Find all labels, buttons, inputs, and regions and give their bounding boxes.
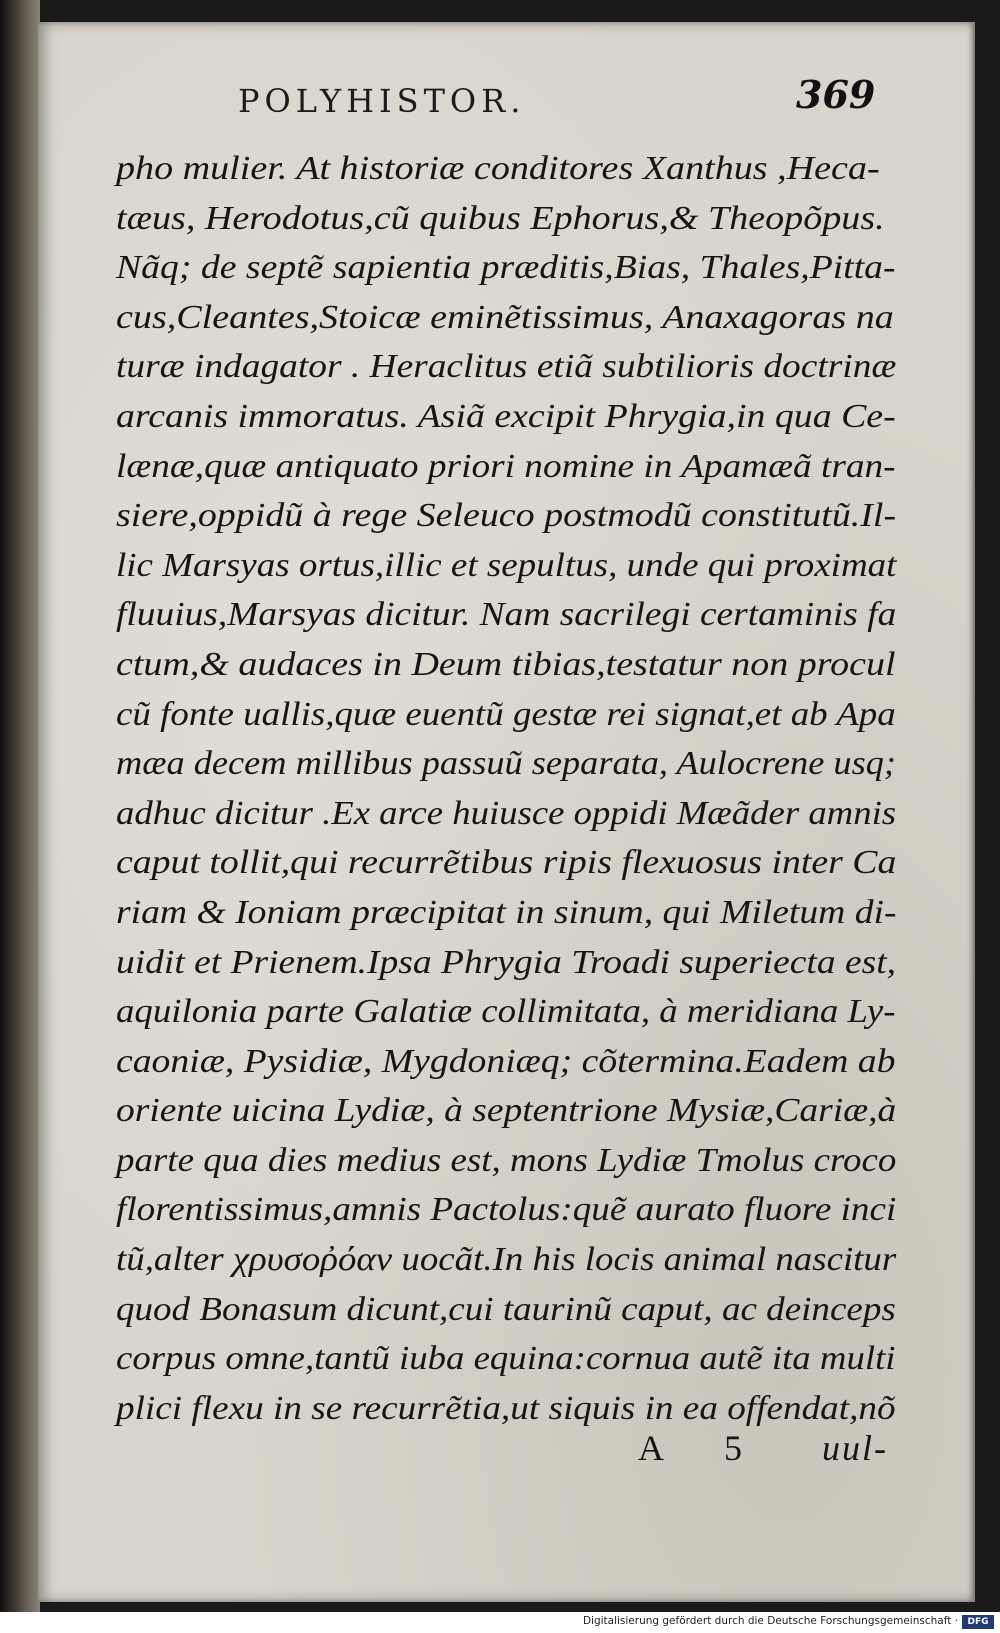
text-line: caput tollit,qui recurrẽtibus ripis flexuosus inter Ca [116, 844, 897, 882]
page-number: 369 [796, 72, 876, 117]
digitization-footer [0, 1612, 1000, 1633]
funding-credit: Digitalisierung gefördert durch die Deutsche Forschungsgemeinschaft · [582, 1615, 958, 1627]
text-line: parte qua dies medius est, mons Lydiæ Tmolus croco [116, 1141, 897, 1179]
text-line: lic Marsyas ortus,illic et sepultus, unde qui proximat [116, 546, 897, 584]
text-line: caoniæ, Pysidiæ, Mygdoniæq; cõtermina.Eadem ab [116, 1042, 896, 1080]
body-text [116, 144, 896, 1433]
text-line: uidit et Prienem.Ipsa Phrygia Troadi superiecta est, [116, 943, 896, 981]
text-line: ctum,& audaces in Deum tibias,testatur non procul [116, 645, 896, 683]
text-line: aquilonia parte Galatiæ collimitata, à meridiana Ly- [116, 993, 896, 1031]
catchword: uul- [822, 1428, 888, 1468]
text-line: oriente uicina Lydiæ, à septentrione Mysiæ,Cariæ,à [116, 1092, 897, 1130]
dfg-logo: DFG [962, 1615, 994, 1629]
signature-mark: A [638, 1428, 666, 1468]
text-line: pho mulier. At historiæ conditores Xanthus ,Heca- [116, 150, 880, 187]
text-line: fluuius,Marsyas dicitur. Nam sacrilegi certaminis fa [116, 596, 897, 634]
text-line: corpus omne,tantũ iuba equina:cornua autẽ ita multi [116, 1340, 896, 1378]
text-line: turæ indagator . Heraclitus etiã subtilioris doctrinæ [116, 348, 897, 386]
signature-number: 5 [724, 1428, 744, 1468]
text-line: siere,oppidũ à rege Seleuco postmodũ constitutũ.Il- [116, 497, 897, 535]
text-line: mæa decem millibus passuũ separata, Aulocrene usq; [116, 745, 896, 783]
text-line: lænæ,quæ antiquato priori nomine in Apamæã tran- [116, 447, 896, 485]
signature-line [638, 1427, 888, 1469]
text-line: plici flexu in se recurrẽtia,ut siquis in ea offendat,nõ [116, 1389, 896, 1427]
text-line: Nãq; de septẽ sapientia præditis,Bias, Thales,Pitta- [116, 249, 896, 287]
running-head: POLYHISTOR. [238, 82, 526, 120]
text-line: riam & Ioniam præcipitat in sinum, qui Miletum di- [116, 893, 897, 931]
text-line: quod Bonasum dicunt,cui taurinũ caput, ac deinceps [116, 1290, 896, 1328]
book-page [38, 22, 975, 1602]
text-line: adhuc dicitur .Ex arce huiusce oppidi Mæãder amnis [116, 794, 897, 832]
text-line: arcanis immoratus. Asiã excipit Phrygia,in qua Ce- [116, 397, 896, 435]
text-line: cus,Cleantes,Stoicæ eminẽtissimus, Anaxagoras na [116, 298, 894, 336]
text-line: florentissimus,amnis Pactolus:quẽ aurato fluore inci [116, 1191, 897, 1229]
text-line: tæus, Herodotus,cũ quibus Ephorus,& Theopõpus. [116, 199, 885, 237]
text-line: tũ,alter χρυσοῤόαν uocãt.In his locis animal nascitur [116, 1241, 897, 1279]
text-line: cũ fonte uallis,quæ euentũ gestæ rei signat,et ab Apa [116, 695, 896, 733]
book-gutter [0, 0, 40, 1612]
